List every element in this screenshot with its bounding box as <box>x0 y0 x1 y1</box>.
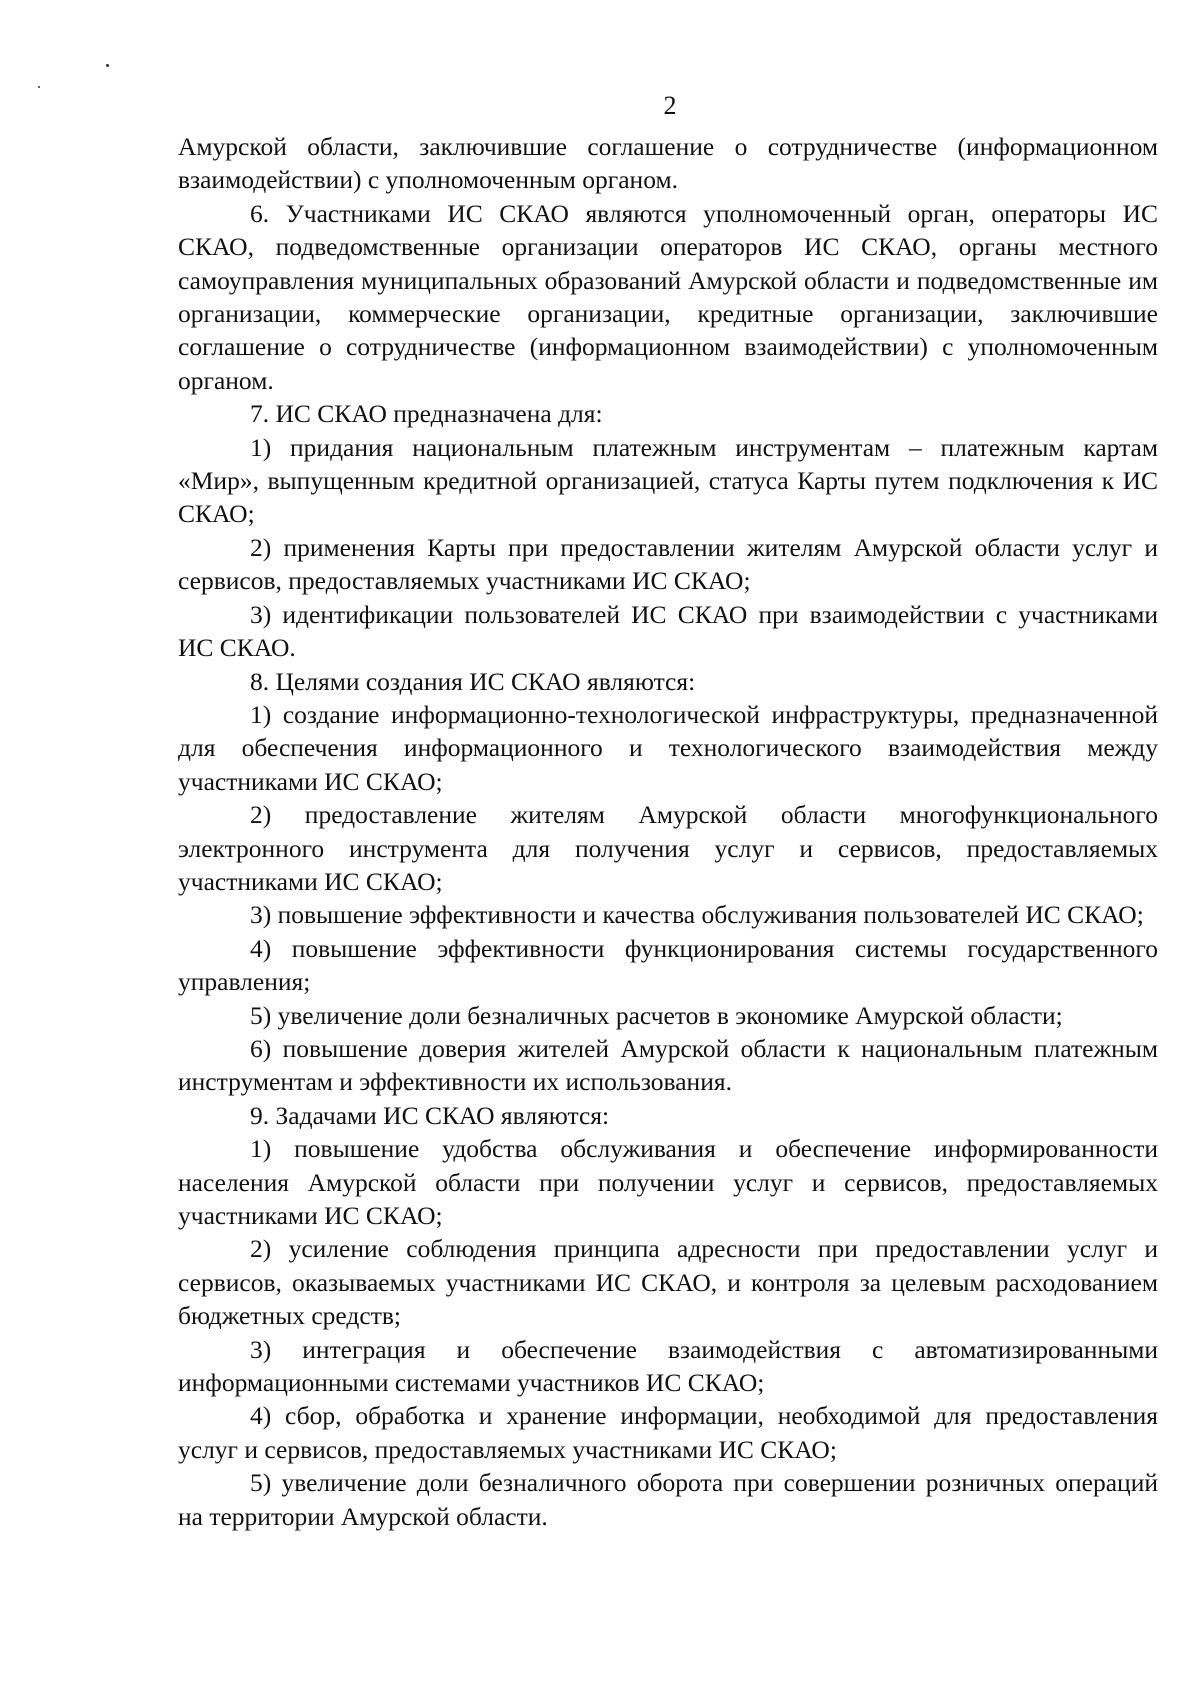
scan-speck <box>38 86 40 88</box>
list-item: 4) сбор, обработка и хранение информации, необходимой для предоставления услуг и сервисов, предоставляемых участниками ИС СКАО; <box>178 1401 1158 1464</box>
list-item: 5) увеличение доли безналичного оборота при совершении розничных операций на территории Амурской области. <box>178 1468 1158 1531</box>
list-item: 2) применения Карты при предоставлении жителям Амурской области услуг и сервисов, предоставляемых участниками ИС СКАО; <box>178 532 1158 596</box>
list-item: 1) повышение удобства обслуживания и обеспечение информированности населения Амурской области при получении услуг и сервисов, предоставляемых участниками ИС СКАО; <box>178 1134 1158 1230</box>
paragraph: 9. Задачами ИС СКАО являются: <box>250 1100 610 1130</box>
list-item: 5) увеличение доли безналичных расчетов в экономике Амурской области; <box>250 1000 1063 1030</box>
list-item: 6) повышение доверия жителей Амурской области к национальным платежным инструментам и эффективности их использования. <box>178 1033 1158 1097</box>
list-item: 3) идентификации пользователей ИС СКАО при взаимодействии с участниками ИС СКАО. <box>178 599 1158 663</box>
list-item: 2) предоставление жителям Амурской области многофункционального электронного инструмента для получения услуг и сервисов, предоставляемых участниками ИС СКАО; <box>178 800 1158 896</box>
list-item: 3) интеграция и обеспечение взаимодействия с автоматизированными информационными системами участников ИС СКАО; <box>178 1334 1158 1398</box>
list-item: 2) усиление соблюдения принципа адресности при предоставлении услуг и сервисов, оказываемых участниками ИС СКАО, и контроля за целевым расходованием бюджетных средств; <box>178 1234 1158 1331</box>
scan-speck <box>106 64 109 67</box>
document-body <box>178 130 1158 1533</box>
list-item: 4) повышение эффективности функционирования системы государственного управления; <box>178 933 1158 997</box>
paragraph: 6. Участниками ИС СКАО являются уполномоченный орган, операторы ИС СКАО, подведомственные организации операторов ИС СКАО, органы местного самоуправления муниципальных образований Амурской области и подведомственные им организации, коммерческие организации, кредитные организации, заключившие соглашение о сотрудничестве (информационном взаимодействии) с уполномоченным органом. <box>178 198 1158 395</box>
paragraph: 8. Целями создания ИС СКАО являются: <box>250 666 696 696</box>
page-number: 2 <box>663 91 677 120</box>
list-item: 1) придания национальным платежным инструментам – платежным картам «Мир», выпущенным кредитной организацией, статуса Карты путем подключения к ИС СКАО; <box>178 432 1158 529</box>
list-item: 1) создание информационно-технологической инфраструктуры, предназначенной для обеспечения информационного и технологического взаимодействия между участниками ИС СКАО; <box>178 699 1158 796</box>
paragraph: Амурской области, заключившие соглашение о сотрудничестве (информационном взаимодействии) с уполномоченным органом. <box>178 132 1158 195</box>
list-item: 3) повышение эффективности и качества обслуживания пользователей ИС СКАО; <box>250 900 1144 930</box>
paragraph: 7. ИС СКАО предназначена для: <box>250 399 603 429</box>
